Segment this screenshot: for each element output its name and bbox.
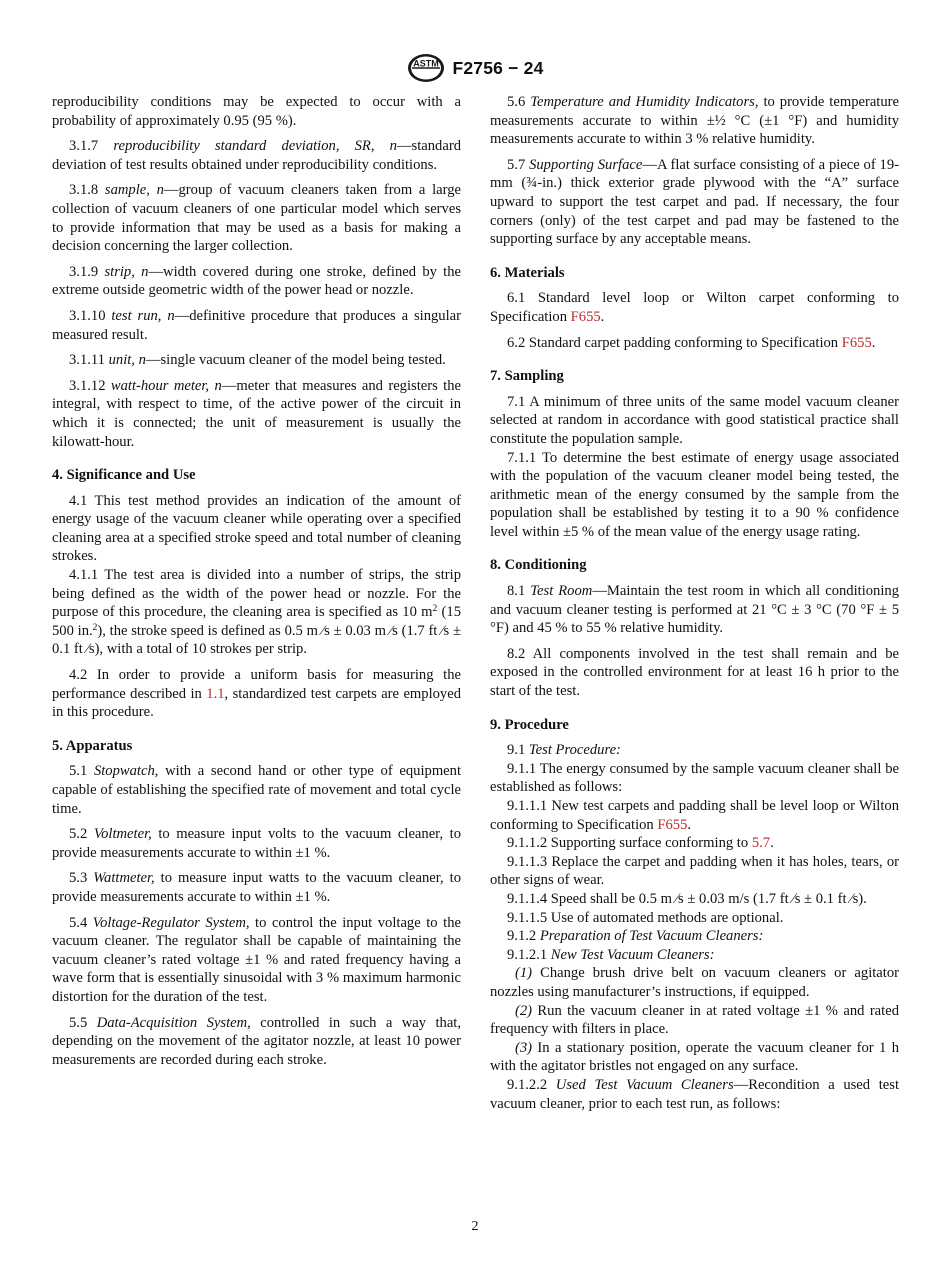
astm-logo-icon: [406, 52, 446, 84]
paragraph-6-1: 6.1 Standard level loop or Wilton carpet conforming to Specification F655.: [490, 290, 899, 325]
paragraph-8-2: 8.2 All components involved in the test shall remain and be exposed in the controlled environment for at least 16 h prior to the start of the test.: [490, 645, 899, 700]
paragraph-8-1: 8.1 Test Room—Maintain the test room in which all conditioning and vacuum cleaner testing is performed at 21 °C ± 3 °C (70 °F ± 5 °F) and 45 % to 55 % relative humidity.: [490, 583, 899, 637]
svg-text:ASTM: ASTM: [413, 58, 440, 69]
section-heading-4: 4. Significance and Use: [52, 467, 196, 484]
left-column: [52, 93, 461, 1076]
definition-3-1-11: 3.1.11 unit, n—single vacuum cleaner of the model being tested.: [69, 352, 446, 369]
section-heading-6: 6. Materials: [490, 264, 565, 281]
paragraph-6-2: 6.2 Standard carpet padding conforming to Specification F655.: [507, 334, 876, 351]
paragraph-9-1: 9.1 Test Procedure:: [507, 742, 621, 759]
link-section-1-1[interactable]: 1.1: [206, 685, 225, 702]
paragraph-9-1-1-2: 9.1.1.2 Supporting surface conforming to 5.7.: [507, 835, 774, 852]
list-item-2: (2) Run the vacuum cleaner in at rated voltage ±1 % and rated frequency with filters in place.: [490, 1002, 899, 1038]
paragraph-4-1-1: 4.1.1 The test area is divided into a number of strips, the strip being defined as the width of the power head or nozzle. For the purpose of this procedure, the cleaning area is specified as 10 $m^2$ (15 500 in.$^2$), the stroke speed is defined as 0.5 m ⁄s ± 0.03 m ⁄s (1.7 ft ⁄s ± 0.1 ft ⁄s), with a total of 10 strokes per strip.: [52, 567, 461, 658]
link-f655[interactable]: F655: [570, 308, 601, 325]
apparatus-5-3: 5.3 Wattmeter, to measure input watts to the vacuum cleaner, to provide measurements accurate to within ±1 %.: [52, 870, 461, 905]
section-heading-7: 7. Sampling: [490, 368, 564, 385]
paragraph-9-1-2: 9.1.2 Preparation of Test Vacuum Cleaners:: [507, 928, 764, 945]
paragraph-9-1-1-3: 9.1.1.3 Replace the carpet and padding when it has holes, tears, or other signs of wear.: [490, 853, 899, 889]
section-heading-8: 8. Conditioning: [490, 557, 587, 574]
apparatus-5-2: 5.2 Voltmeter, to measure input volts to the vacuum cleaner, to provide measurements accurate to within ±1 %.: [52, 826, 461, 861]
definition-3-1-10: 3.1.10 test run, n—definitive procedure that produces a singular measured result.: [52, 307, 461, 343]
paragraph-4-1: 4.1 This test method provides an indication of the amount of energy usage of the vacuum cleaner while operating over a specified cleaning area at a specified stroke speed and total number of cleaning strokes.: [52, 492, 461, 565]
list-item-1: (1) Change brush drive belt on vacuum cleaners or agitator nozzles using manufacturer’s instructions, if equipped.: [490, 965, 899, 1000]
definition-3-1-9: 3.1.9 strip, n—width covered during one stroke, defined by the extreme outside geometric width of the power head or nozzle.: [52, 263, 462, 299]
section-heading-9: 9. Procedure: [490, 716, 569, 733]
definition-3-1-7: 3.1.7 reproducibility standard deviation, SR, n—standard deviation of test results obtained under reproducibility conditions.: [52, 138, 461, 173]
list-item-3: (3) In a stationary position, operate the vacuum cleaner for 1 h with the agitator bristles not engaged on any surface.: [490, 1039, 899, 1075]
paragraph-continued: reproducibility conditions may be expected to occur with a probability of approximately 0.95 (95 %).: [52, 94, 461, 129]
paragraph-9-1-1-5: 9.1.1.5 Use of automated methods are optional.: [507, 909, 784, 926]
section-heading-5: 5. Apparatus: [52, 737, 133, 754]
standard-designation: F2756 − 24: [452, 57, 544, 78]
paragraph-9-1-2-1: 9.1.2.1 New Test Vacuum Cleaners:: [507, 946, 715, 963]
definition-3-1-8: 3.1.8 sample, n—group of vacuum cleaners taken from a large collection of vacuum cleaners of one particular model which serves to provide information that may be used as a basis for making a decision concerning the larger collection.: [52, 182, 461, 255]
apparatus-5-7: 5.7 Supporting Surface—A flat surface consisting of a piece of 19-mm (¾-in.) thick exterior grade plywood with the “A” surface upward to support the test carpet and pad. If necessary, the four corners (only) of the test carpet and pad may be fastened to the supporting surface by any acceptable means.: [490, 156, 899, 248]
page-number: 2: [471, 1219, 479, 1234]
definition-3-1-12: 3.1.12 watt-hour meter, n—meter that measures and registers the integral, with respect to time, of the active power of the circuit in which it is connected; the unit of measurement is usually the kilowatt-hour.: [52, 377, 461, 450]
link-f655[interactable]: F655: [841, 334, 872, 351]
apparatus-5-5: 5.5 Data-Acquisition System, controlled in such a way that, depending on the movement of the agitator nozzle, at least 10 power measurements are recorded during each stroke.: [52, 1014, 461, 1068]
paragraph-7-1-1: 7.1.1 To determine the best estimate of energy usage associated with the population of the vacuum cleaner model being tested, the arithmetic mean of the energy consumed by the sample from the population shall be established by testing it to a 90 % confidence level within ±5 % of the mean value of the energy usage rating.: [490, 449, 899, 540]
link-f655[interactable]: F655: [657, 816, 688, 833]
page-header: [0, 50, 950, 86]
link-section-5-7[interactable]: 5.7: [751, 835, 771, 852]
apparatus-5-4: 5.4 Voltage-Regulator System, to control the input voltage to the vacuum cleaner. The regulator shall be capable of maintaining the vacuum cleaner’s rated voltage ±1 % and rated frequency having a wave form that is essentially sinusoidal with 3 % maximum harmonic distortion for the duration of the test.: [52, 914, 461, 1005]
paragraph-4-2: 4.2 In order to provide a uniform basis for measuring the performance described in 1.1, standardized test carpets are employed in this procedure.: [52, 667, 461, 721]
paragraph-9-1-1-4: 9.1.1.4 Speed shall be 0.5 m ⁄s ± 0.03 m/s (1.7 ft ⁄s ± 0.1 ft ⁄s).: [507, 890, 867, 907]
paragraph-9-1-1-1: 9.1.1.1 New test carpets and padding shall be level loop or Wilton conforming to Specification F655.: [490, 798, 899, 833]
apparatus-5-1: 5.1 Stopwatch, with a second hand or other type of equipment capable of establishing the specified rate of movement and total cycle time.: [52, 763, 461, 817]
apparatus-5-6: 5.6 Temperature and Humidity Indicators, to provide temperature measurements accurate to within ±½ °C (±1 °F) and humidity measurements accurate to within 3 % relative humidity.: [490, 94, 899, 148]
paragraph-9-1-2-2: 9.1.2.2 Used Test Vacuum Cleaners—Recondition a used test vacuum cleaner, prior to each test run, as follows:: [490, 1076, 899, 1112]
paragraph-9-1-1: 9.1.1 The energy consumed by the sample vacuum cleaner shall be established as follows:: [490, 760, 899, 796]
right-column: [490, 93, 899, 1113]
paragraph-7-1: 7.1 A minimum of three units of the same model vacuum cleaner selected at random in accordance with good statistical practice shall constitute the population sample.: [490, 393, 899, 447]
